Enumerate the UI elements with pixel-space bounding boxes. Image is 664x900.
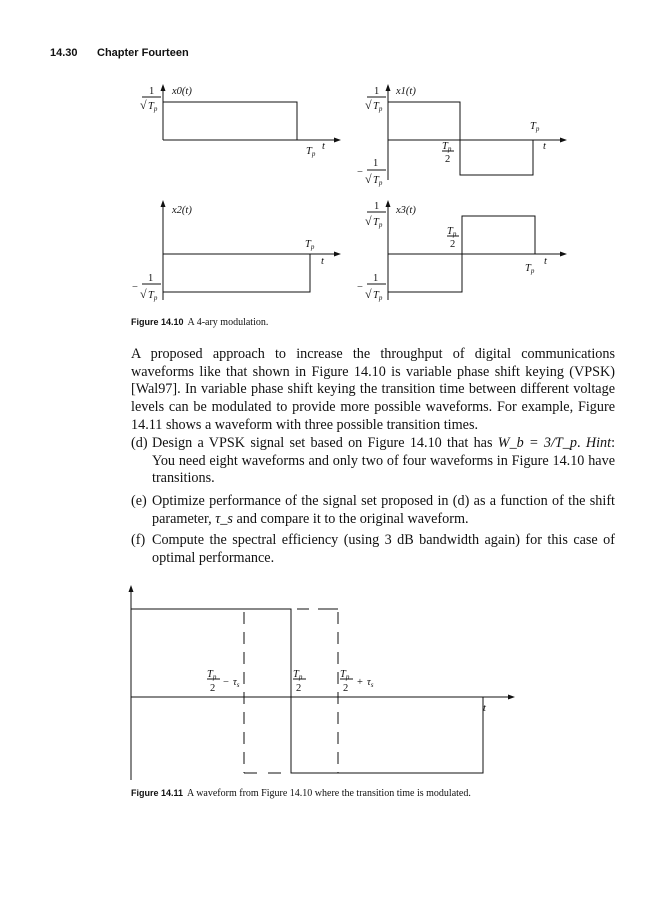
fig11-t-label: t bbox=[483, 703, 486, 714]
fig11-waveform bbox=[131, 609, 483, 773]
x2-neg-numerator: 1 bbox=[148, 273, 154, 284]
question-e: (e) Optimize performance of the signal set proposed in (d) as a function of the shift parameter, τ_s and compare it to the original waveform. bbox=[131, 493, 615, 527]
x1-level-numerator: 1 bbox=[374, 86, 380, 97]
svg-text:2: 2 bbox=[296, 683, 302, 694]
question-f-label: (f) bbox=[131, 532, 146, 548]
svg-text:−: − bbox=[223, 677, 229, 688]
question-e-math: τ_s bbox=[215, 510, 233, 527]
question-d-hint: Hint bbox=[585, 435, 612, 451]
question-d-math: W_b = 3/T_p bbox=[497, 435, 577, 451]
svg-text:√: √ bbox=[365, 214, 372, 228]
x0-level-numerator: 1 bbox=[149, 86, 155, 97]
question-f: (f) Compute the spectral efficiency (using 3 dB bandwidth again) for this case of optimal performance. bbox=[131, 532, 615, 566]
fig11-tick-late: Tp bbox=[340, 669, 350, 681]
svg-text:√: √ bbox=[140, 287, 147, 301]
question-e-label: (e) bbox=[131, 493, 147, 509]
figure-14-11-label: Figure 14.11 bbox=[131, 788, 184, 798]
x2-neg-denominator: Tp bbox=[148, 290, 158, 302]
x3-neg-numerator: 1 bbox=[373, 273, 379, 284]
x1-signal-label: x1(t) bbox=[396, 86, 416, 97]
x1-neg-sign: − bbox=[357, 167, 363, 178]
question-d: (d) Design a VPSK signal set based on Figure 14.10 that has W_b = 3/T_p. Hint: You need eight waveforms and only two of four waveforms in Figure 14.10 have transitions. bbox=[131, 435, 616, 487]
figure-14-11-caption-text: A waveform from Figure 14.10 where the transition time is modulated. bbox=[187, 788, 471, 799]
svg-text:τs: τs bbox=[233, 677, 240, 689]
x3-tp-label: Tp bbox=[525, 263, 535, 275]
x0-signal-label: x0(t) bbox=[172, 86, 192, 97]
chapter-title: Chapter Fourteen bbox=[97, 47, 189, 59]
svg-text:+: + bbox=[357, 677, 363, 688]
svg-text:√: √ bbox=[365, 98, 372, 112]
x3-t-label: t bbox=[544, 256, 547, 267]
svg-text:2: 2 bbox=[210, 683, 216, 694]
x3-level-denominator: Tp bbox=[373, 217, 383, 229]
svg-text:2: 2 bbox=[450, 239, 456, 250]
svg-text:2: 2 bbox=[343, 683, 349, 694]
x3-signal-label: x3(t) bbox=[396, 205, 416, 216]
x1-neg-numerator: 1 bbox=[373, 158, 379, 169]
x1-tp-label: Tp bbox=[530, 121, 540, 133]
x1-t-label: t bbox=[543, 141, 546, 152]
x2-t-label: t bbox=[321, 256, 324, 267]
figure-14-10-caption-text: A 4-ary modulation. bbox=[187, 317, 269, 328]
x1-neg-denominator: Tp bbox=[373, 175, 383, 187]
question-d-label: (d) bbox=[131, 435, 148, 451]
body-paragraph: A proposed approach to increase the throughput of digital communications waveforms like that shown in Figure 14.10 is variable phase shift keying (VPSK) [Wal97]. In variable phase shift keying the transition time between different voltage levels can be modulated to provide more possible waveforms. For example, Figure 14.11 shows a waveform with three possible transition times. bbox=[131, 346, 615, 433]
x0-t-label: t bbox=[322, 141, 325, 152]
x2-signal-label: x2(t) bbox=[172, 205, 192, 216]
x0-level-denominator: Tp bbox=[148, 101, 158, 113]
x1-level-denominator: Tp bbox=[373, 101, 383, 113]
x3-half-label: Tp bbox=[447, 226, 457, 238]
fig11-tick-mid: Tp bbox=[293, 669, 303, 681]
arrowhead bbox=[129, 585, 134, 592]
fig11-tick-early: Tp bbox=[207, 669, 217, 681]
figure-14-10-label: Figure 14.10 bbox=[131, 317, 184, 327]
x0-tp-label: Tp bbox=[306, 146, 316, 158]
svg-text:τs: τs bbox=[367, 677, 374, 689]
x2-neg-sign: − bbox=[132, 282, 138, 293]
figure-14-11-caption bbox=[131, 788, 515, 799]
x3-level-numerator: 1 bbox=[374, 201, 380, 212]
svg-text:√: √ bbox=[365, 172, 372, 186]
svg-text:2: 2 bbox=[445, 154, 451, 165]
svg-text:√: √ bbox=[140, 98, 147, 112]
x3-neg-sign: − bbox=[357, 282, 363, 293]
x3-neg-denominator: Tp bbox=[373, 290, 383, 302]
x2-tp-label: Tp bbox=[305, 239, 315, 251]
arrowhead bbox=[508, 695, 515, 700]
svg-text:√: √ bbox=[365, 287, 372, 301]
page-number: 14.30 bbox=[50, 47, 78, 59]
x1-half-label: Tp bbox=[442, 141, 452, 153]
